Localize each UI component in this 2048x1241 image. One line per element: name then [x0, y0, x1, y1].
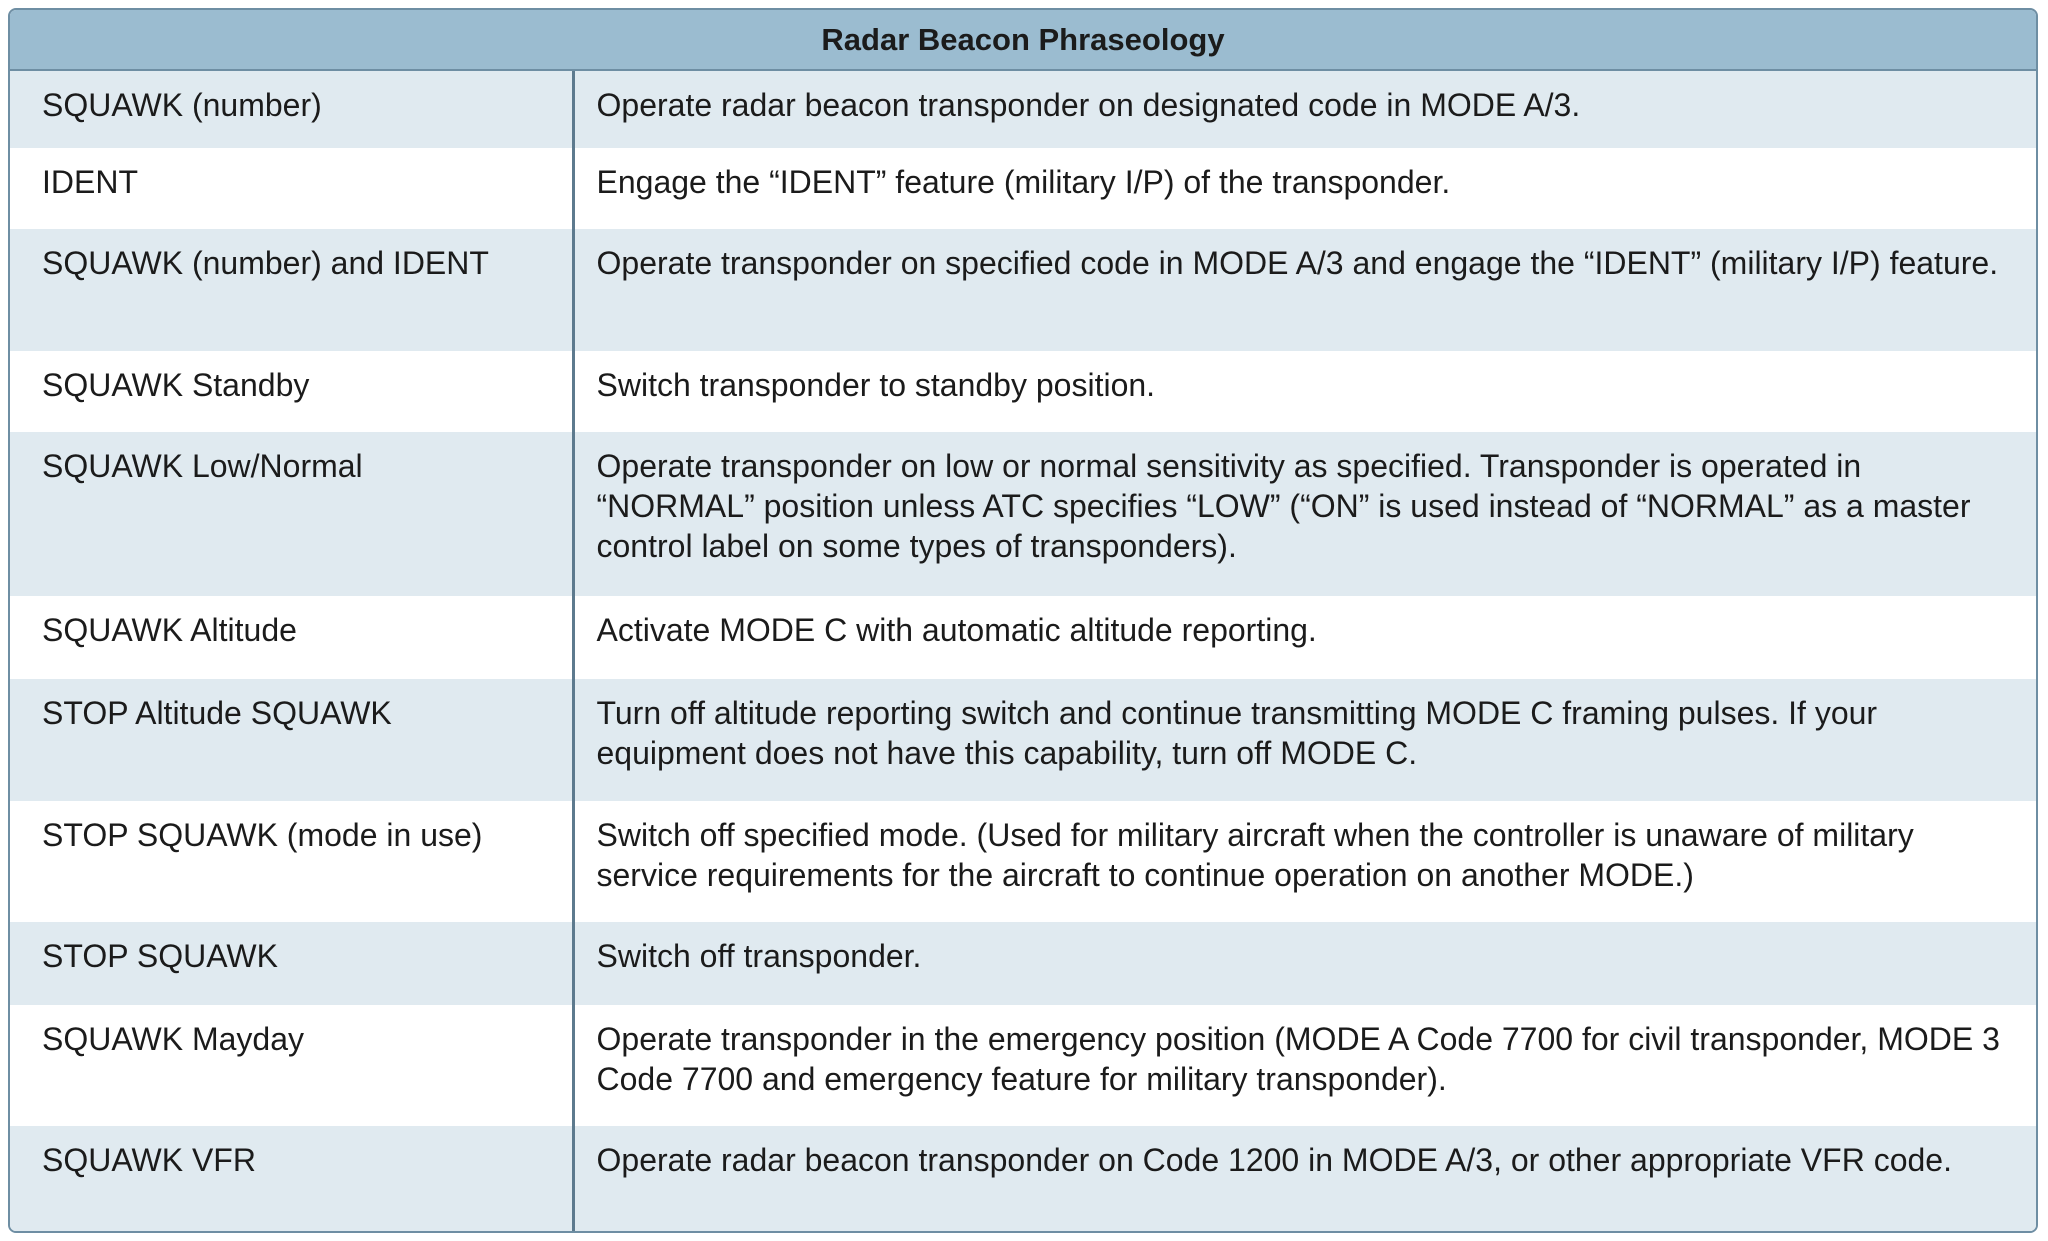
- table-row: [10, 1005, 2036, 1126]
- meaning-cell: Switch off transponder.: [573, 922, 2036, 1005]
- table-row: [10, 148, 2036, 229]
- table-title: Radar Beacon Phraseology: [10, 10, 2036, 71]
- table-row: [10, 922, 2036, 1005]
- phrase-cell: STOP SQUAWK (mode in use): [10, 801, 573, 922]
- phrase-cell: SQUAWK Low/Normal: [10, 432, 573, 596]
- phrase-cell: SQUAWK Standby: [10, 351, 573, 432]
- table-row: [10, 596, 2036, 679]
- phraseology-table: [10, 71, 2036, 1233]
- table-row: [10, 229, 2036, 351]
- table-row: [10, 71, 2036, 148]
- meaning-cell: Operate radar beacon transponder on Code 1200 in MODE A/3, or other appropriate VFR code.: [573, 1126, 2036, 1233]
- phrase-cell: SQUAWK VFR: [10, 1126, 573, 1233]
- meaning-cell: Operate transponder in the emergency position (MODE A Code 7700 for civil transponder, MODE 3 Code 7700 and emergency feature for military transponder).: [573, 1005, 2036, 1126]
- meaning-cell: Operate radar beacon transponder on designated code in MODE A/3.: [573, 71, 2036, 148]
- phrase-cell: SQUAWK Mayday: [10, 1005, 573, 1126]
- table-row: [10, 801, 2036, 922]
- phrase-cell: STOP SQUAWK: [10, 922, 573, 1005]
- meaning-cell: Operate transponder on low or normal sensitivity as specified. Transponder is operated in “NORMAL” position unless ATC specifies “LOW” (“ON” is used instead of “NORMAL” as a master control label on some types of transponders).: [573, 432, 2036, 596]
- meaning-cell: Turn off altitude reporting switch and continue transmitting MODE C framing pulses. If your equipment does not have this capability, turn off MODE C.: [573, 679, 2036, 801]
- phrase-cell: IDENT: [10, 148, 573, 229]
- phrase-cell: STOP Altitude SQUAWK: [10, 679, 573, 801]
- meaning-cell: Operate transponder on specified code in MODE A/3 and engage the “IDENT” (military I/P) feature.: [573, 229, 2036, 351]
- meaning-cell: Engage the “IDENT” feature (military I/P) of the transponder.: [573, 148, 2036, 229]
- phrase-cell: SQUAWK (number) and IDENT: [10, 229, 573, 351]
- meaning-cell: Switch off specified mode. (Used for military aircraft when the controller is unaware of military service requirements for the aircraft to continue operation on another MODE.): [573, 801, 2036, 922]
- phrase-cell: SQUAWK (number): [10, 71, 573, 148]
- table-row: [10, 1126, 2036, 1233]
- meaning-cell: Activate MODE C with automatic altitude reporting.: [573, 596, 2036, 679]
- meaning-cell: Switch transponder to standby position.: [573, 351, 2036, 432]
- table-row: [10, 432, 2036, 596]
- table-row: [10, 351, 2036, 432]
- table-row: [10, 679, 2036, 801]
- phraseology-table-card: [8, 8, 2038, 1233]
- phrase-cell: SQUAWK Altitude: [10, 596, 573, 679]
